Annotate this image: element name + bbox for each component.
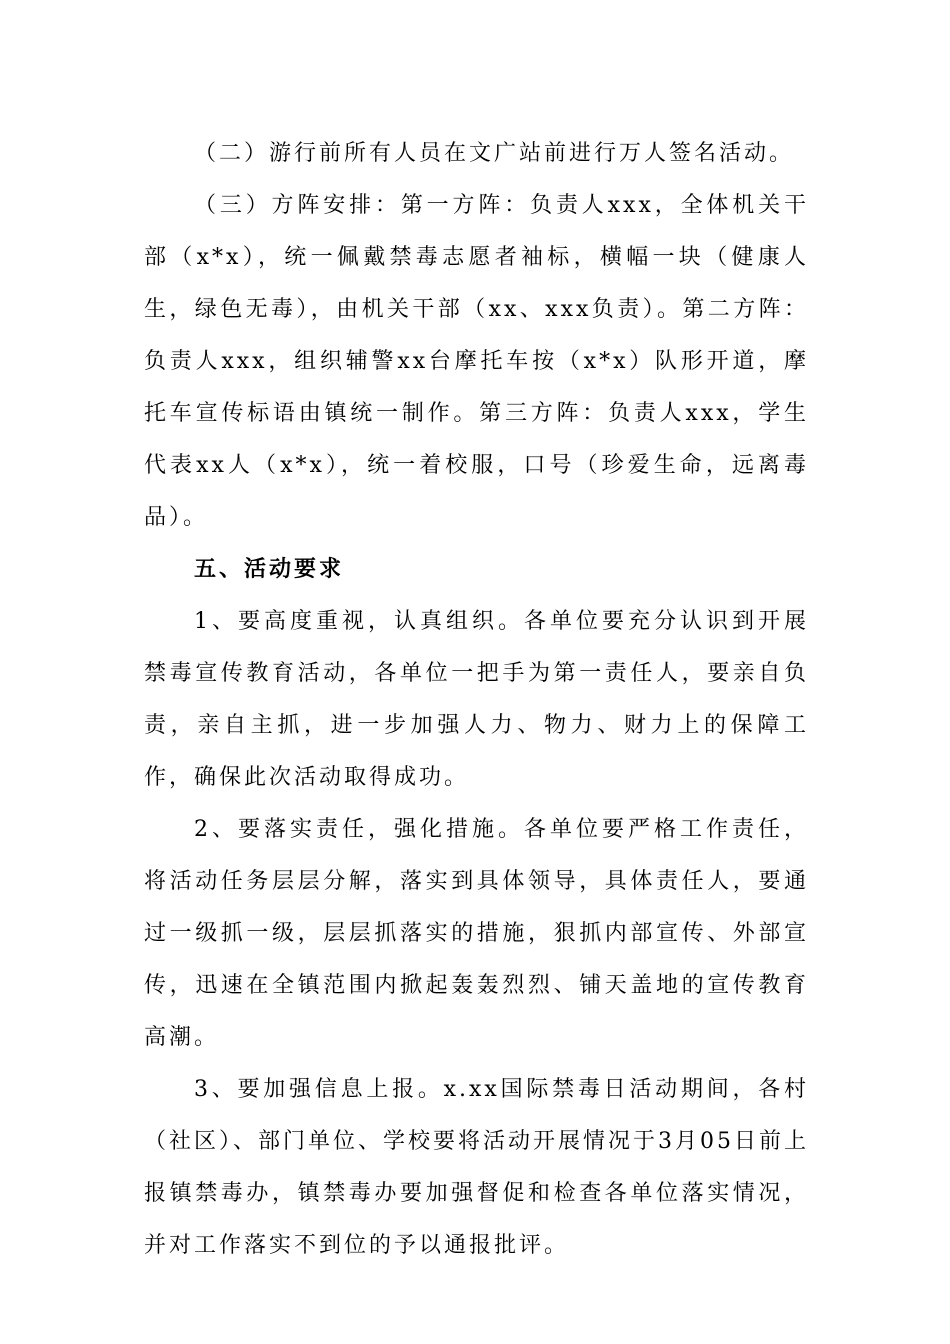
- paragraph-requirement-1: 1、要高度重视，认真组织。各单位要充分认识到开展禁毒宣传教育活动，各单位一把手为第一责任人，要亲自负责，亲自主抓，进一步加强人力、物力、财力上的保障工作，确保此次活动取得成功。: [144, 609, 809, 790]
- paragraph-requirement-3: 3、要加强信息上报。x.xx国际禁毒日活动期间，各村（社区）、部门单位、学校要将活动开展情况于3月05日前上报镇禁毒办，镇禁毒办要加强督促和检查各单位落实情况，并对工作落实不到位的予以通报批评。: [144, 1077, 809, 1258]
- paragraph-formation-arrangement: （三）方阵安排：第一方阵：负责人xxx，全体机关干部（x*x），统一佩戴禁毒志愿者袖标，横幅一块（健康人生，绿色无毒），由机关干部（xx、xxx负责）。第二方阵：负责人xxx，组织辅警xx台摩托车按（x*x）队形开道，摩托车宣传标语由镇统一制作。第三方阵：负责人xxx，学生代表xx人（x*x），统一着校服，口号（珍爱生命，远离毒品）。: [144, 193, 809, 530]
- paragraph-signature-activity: （二）游行前所有人员在文广站前进行万人签名活动。: [194, 141, 795, 166]
- paragraph-requirement-2: 2、要落实责任，强化措施。各单位要严格工作责任，将活动任务层层分解，落实到具体领导，具体责任人，要通过一级抓一级，层层抓落实的措施，狠抓内部宣传、外部宣传，迅速在全镇范围内掀起轰轰烈烈、铺天盖地的宣传教育高潮。: [144, 817, 809, 1050]
- document-body: [144, 128, 809, 1272]
- section-heading-activity-requirements: 五、活动要求: [194, 557, 345, 582]
